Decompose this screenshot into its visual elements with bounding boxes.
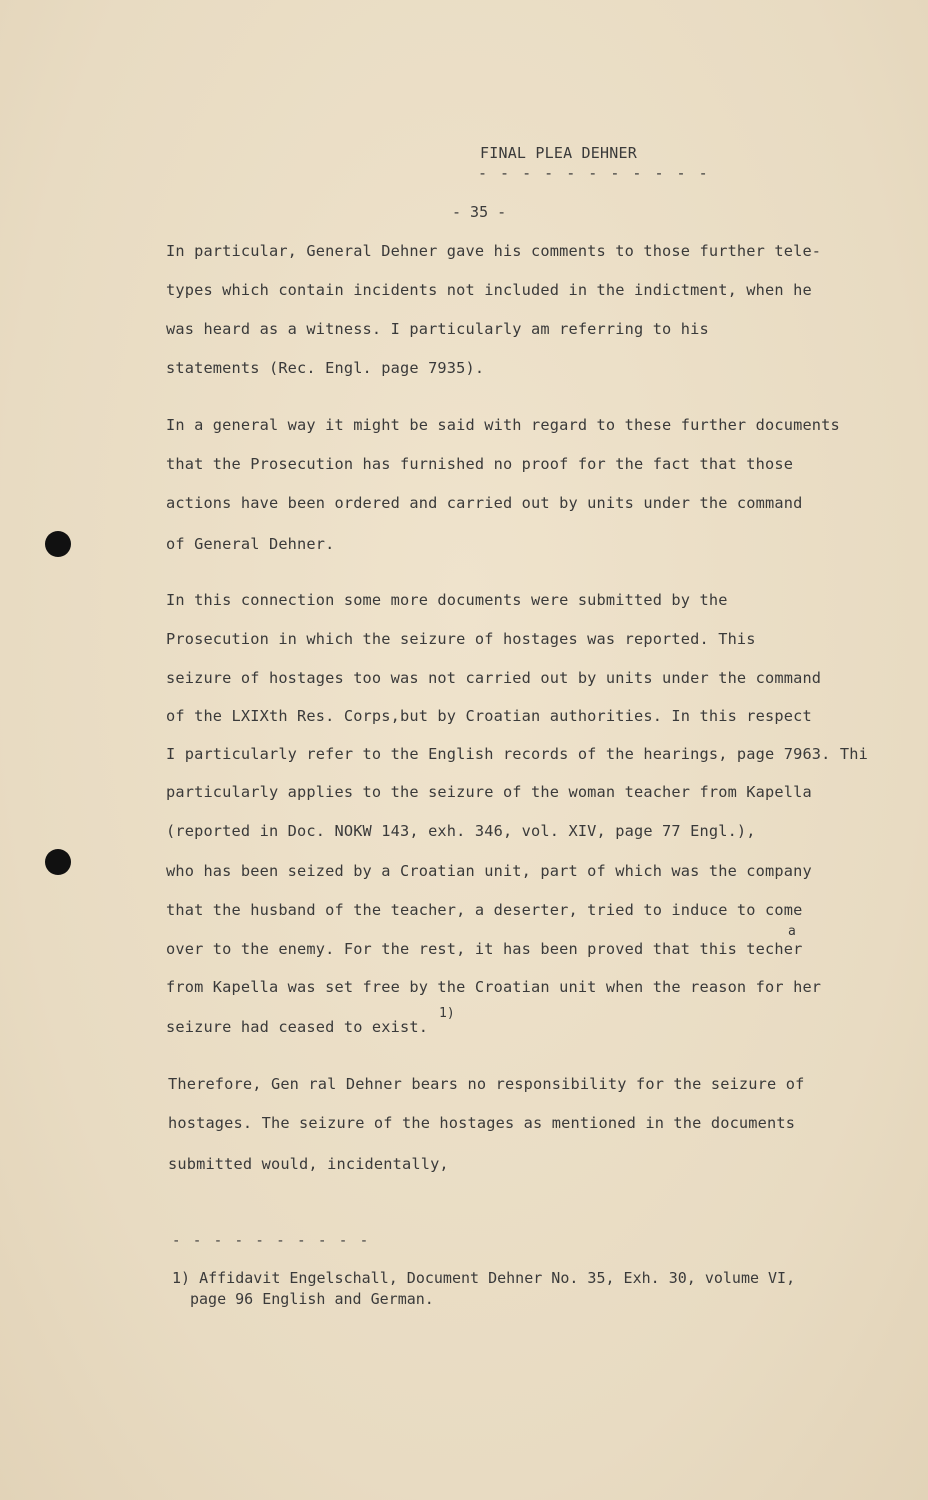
text-line: from Kapella was set free by the Croatian unit when the reason for her xyxy=(166,978,822,996)
text-line: seizure had ceased to exist. xyxy=(166,1018,429,1036)
document-header: FINAL PLEA DEHNER xyxy=(480,144,637,162)
text-line: statements (Rec. Engl. page 7935). xyxy=(166,359,485,377)
text-line: of General Dehner. xyxy=(166,535,335,553)
text-line: over to the enemy. For the rest, it has been proved that this techer xyxy=(166,940,803,958)
text-line: I particularly refer to the English records of the hearings, page 7963. Thi xyxy=(166,745,868,763)
text-line: Therefore, Gen ral Dehner bears no responsibility for the seizure of xyxy=(168,1075,805,1093)
text-line: types which contain incidents not included in the indictment, when he xyxy=(166,281,812,299)
text-line: actions have been ordered and carried out by units under the command xyxy=(166,494,803,512)
footnote-separator: - - - - - - - - - - xyxy=(172,1233,371,1249)
page-number: - 35 - xyxy=(452,203,507,221)
text-line: Prosecution in which the seizure of hostages was reported. This xyxy=(166,630,756,648)
text-line: that the husband of the teacher, a deserter, tried to induce to come xyxy=(166,901,803,919)
text-line: who has been seized by a Croatian unit, part of which was the company xyxy=(166,862,812,880)
text-line: was heard as a witness. I particularly am referring to his xyxy=(166,320,709,338)
footnote-text: 1) Affidavit Engelschall, Document Dehner No. 35, Exh. 30, volume VI, xyxy=(172,1269,796,1287)
text-line: In this connection some more documents were submitted by the xyxy=(166,591,728,609)
text-line: In a general way it might be said with regard to these further documents xyxy=(166,416,840,434)
footnote-text: page 96 English and German. xyxy=(190,1290,434,1308)
text-line: hostages. The seizure of the hostages as mentioned in the documents xyxy=(168,1114,796,1132)
text-line: particularly applies to the seizure of the woman teacher from Kapella xyxy=(166,783,812,801)
text-line: submitted would, incidentally, xyxy=(168,1155,449,1173)
footnote-marker: 1) xyxy=(439,1006,455,1021)
text-line: of the LXIXth Res. Corps,but by Croatian authorities. In this respect xyxy=(166,707,812,725)
text-line: In particular, General Dehner gave his comments to those further tele- xyxy=(166,242,822,260)
text-line: (reported in Doc. NOKW 143, exh. 346, vol. XIV, page 77 Engl.), xyxy=(166,822,756,840)
interline-correction: a xyxy=(788,924,796,939)
punch-hole xyxy=(45,531,71,557)
text-line: that the Prosecution has furnished no proof for the fact that those xyxy=(166,455,794,473)
header-underline: - - - - - - - - - - - xyxy=(478,164,710,182)
punch-hole xyxy=(45,849,71,875)
text-line: seizure of hostages too was not carried out by units under the command xyxy=(166,669,822,687)
